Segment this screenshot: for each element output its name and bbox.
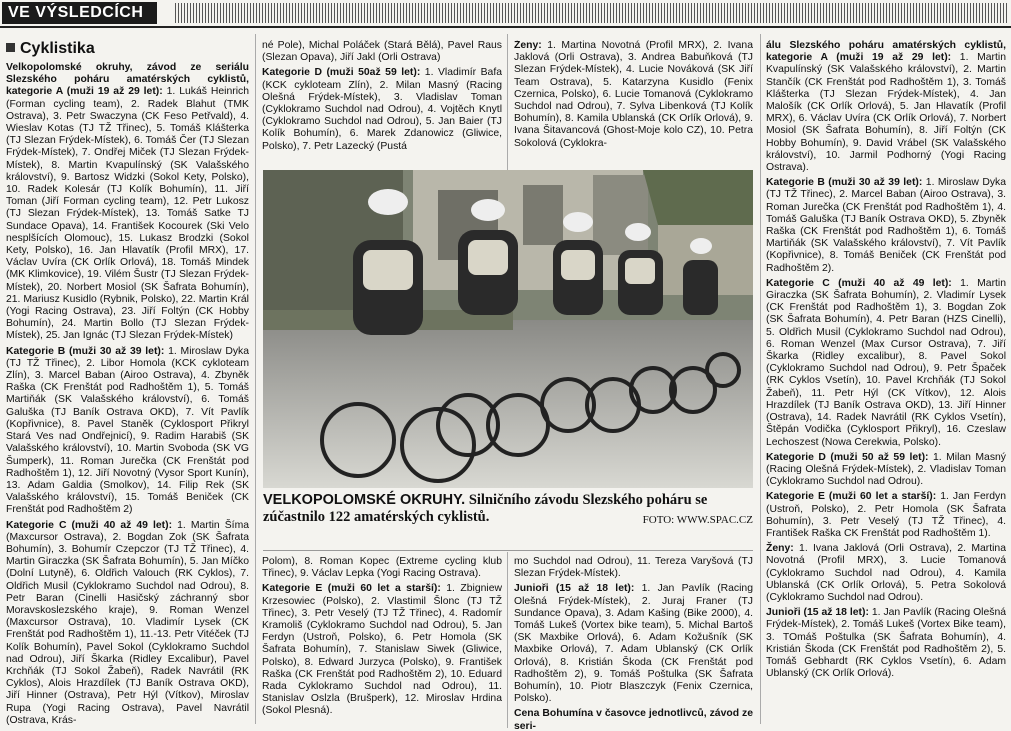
column-divider xyxy=(507,552,508,728)
caption-text: Silničního závodu Slezského poháru se zúčastnilo 122 amatérských cyklistů. xyxy=(263,492,708,525)
results-column-2-bottom xyxy=(262,556,502,730)
column-divider xyxy=(507,34,508,170)
result-paragraph: álu Slezského poháru amatérských cyklistů, kategorie A (muži 19 až 29 let): 1. Martin Kvapulínský (SK Valašského království), 2. Martin Stančík (CK Frenštát pod Radhoštěm 1), 3. Tomáš Klášterka (TJ Slezan Frýdek-Místek), 4. Jan Malošík (CK Orlík Orlová), 5. Jan Hlavatík (Profil MRX), 6. Václav Uvíra (CK Orlík Orlová), 7. Norbert Mosiol (SK Šafrata Bohumín), 8. Jiří Foltýn (CK Hobby Bohumín), 9. David Vrábel (SK Valašského království), 10. Jarmil Podhorný (Yogi Racing Ostrava). xyxy=(766,40,1006,174)
results-column-3-top xyxy=(514,40,753,168)
result-paragraph: Kategorie B (muži 30 až 39 let): 1. Miroslaw Dyka (TJ TŽ Třinec), 2. Marcel Baban (Airoo Ostrava), 3. Roman Jurečka (CK Frenštát pod Radhoštěm 1), 4. Tomáš Galuška (TJ Baník Ostrava OKD), 5. Zbyněk Raška (CK Frenštát pod Radhoštěm 1), 6. Tomáš Martiňák (SK Valašského království), 7. Vít Pavlík (Kopřivnice), 8. Tomáš Beniček (CK Frenštát pod Radhoštěm 2). xyxy=(766,177,1006,274)
caption-rule xyxy=(263,550,753,551)
results-column-2-top xyxy=(262,40,502,168)
result-paragraph: né Pole), Michal Poláček (Stará Bělá), Pavel Raus (Slezan Opava), Jiří Jakl (Orli Ostrava) xyxy=(262,40,502,64)
result-paragraph: Junioři (15 až 18 let): 1. Jan Pavlík (Racing Olešná Frýdek-Místek), 2. Juraj Franer (TJ Sundance Opava), 3. Adam Kašing (Bike 2000), 4. Tomáš Lukeš (Vortex bike team), 5. Michal Bartoš (SK Maxbike Orlová), 6. Adam Kožušník (SK Maxbike Orlová), 7. Adam Ublanský (CK Orlík Orlová), 8. Kristián Škoda (CK Frenštát pod Radhoštěm 2), 9. Tomáš Poštulka (SK Šafrata Bohumín), 10. Piotr Blaszczyk (Fenix Czernica, Polsko). xyxy=(514,583,753,705)
cyclists-photo-illustration xyxy=(263,170,753,488)
result-paragraph: Kategorie E (muži 60 let a starší): 1. Zbigniew Krzesowiec (Polsko), 2. Vlastimil Šlonc (TJ TŽ Třinec), 3. Petr Veselý (TJ TŽ Třinec), 4. Radomír Kramoliš (Cyklokramo Suchdol nad Odrou), 5. Jan Ferdyn (Ustroň, Polsko), 6. Petr Homola (SK Šafrata Bohumín), 7. Stanislaw Siwek (Gliwice, Polsko), 8. Edward Jurzyca (Polsko), 9. František Raška (CK Frenštát pod Radhoštěm 2), 10. Eduard Rada Cyklokramo Suchdol nad Odrou), 11. Stanislav Oslzla (Brušperk), 12. Miroslav Hrdina (Sokol Plesná). xyxy=(262,583,502,717)
caption-title: VELKOPOLOMSKÉ OKRUHY. xyxy=(263,492,466,508)
column-divider xyxy=(255,34,256,724)
page-header xyxy=(0,0,1011,28)
results-column-4 xyxy=(766,40,1006,730)
square-bullet-icon xyxy=(6,43,15,52)
header-tag: VE VÝSLEDCÍCH xyxy=(2,2,157,24)
section-title xyxy=(6,40,95,58)
column-divider xyxy=(760,34,761,724)
result-paragraph: Kategorie D (muži 50až 59 let): 1. Vladimír Bafa (KCK cykloteam Zlín), 2. Milan Masný (Racing Olešná Frýdek-Místek), 3. Vladislav Toman (Cyklokramo Suchdol nad Odrou), 4. Vojtěch Knytl (Cyklokramo Suchdol nad Odrou), 5. Jan Baier (TJ Kolík Bohumín), 6. Marek Zdanowicz (Gliwice, Polsko), 7. Petr Lazecký (Pustá xyxy=(262,67,502,152)
result-paragraph: mo Suchdol nad Odrou), 11. Tereza Varyšová (TJ Slezan Frýdek-Místek). xyxy=(514,556,753,580)
results-column-1 xyxy=(6,62,249,730)
result-paragraph: Kategorie D (muži 50 až 59 let): 1. Milan Masný (Racing Olešná Frýdek-Místek), 2. Vladislav Toman (Cyklokramo Suchdol nad Odrou). xyxy=(766,451,1006,488)
result-paragraph: Kategorie C (muži 40 až 49 let): 1. Martin Giraczka (SK Šafrata Bohumín), 2. Vladimír Lysek (CK Frenštát pod Radhoštěm 1), 3. Bogdan Zok (SK Šafrata Bohumín), 4. Petr Baran (HZS Cinelli), 5. Oldřich Musil (Cyklokramo Suchdol nad Odrou), 6. Roman Wenzel (Max Cursor Ostrava), 7. Jiří Škarka (Ridley excalibur), 8. Pavel Sokol (Cyklokramo Suchdol nad Odrou), 9. Petr Špaček (RK Cyklos Vsetín), 10. Pavel Krchňák (TJ Sokol Žabeň), 11. Petr Hýl (CK Vítkov), 12. Alois Hrazdílek (TJ Baník Ostrava OKD), 13. Jiří Hinner (Ostrava), 14. Radek Navrátil (RK Cyklos Vsetín), Štěpán Vodička (Cyklosport Přikryl), 16. Czeslaw Lechoszest (Nowa Cerekwia, Polsko). xyxy=(766,277,1006,448)
result-paragraph: Kategorie B (muži 30 až 39 let): 1. Miroslaw Dyka (TJ TŽ Třinec), 2. Libor Homola (KCK cykloteam Zlín), 3. Marcel Baban (Airoo Ostrava), 4. Zbyněk Raška (CK Frenštát pod Radhoštěm 1), 5. Tomáš Martiňák (SK Valašského království), 6. Tomáš Galuška (TJ Baník Ostrava OKD), 7. Vít Pavlík (Kopřivnice), 8. Pavel Staněk (Cyklosport Přikryl Stará Ves nad Ondřejnicí), 9. Radim Harabiš (SK Valašského království), 10. Martin Svoboda (SK VG Šumperk), 11. Roman Jurečka (CK Frenštát pod Radhoštěm 1), 12. Jiří Novotný (Vysor Sport Kunín), 13. Adam Galdia (Smolkov), 14. Filip Rek (SK Valašského království), 15. Tomáš Beniček (CK Frenštát pod Radhoštěm 2) xyxy=(6,345,249,516)
result-paragraph: Kategorie E (muži 60 let a starší): 1. Jan Ferdyn (Ustroň, Polsko), 2. Petr Homola (SK Šafrata Bohumín), 3. Petr Veselý (TJ TŽ Třinec), 4. František Raška CK Frenštát pod Radhoštěm 1). xyxy=(766,491,1006,539)
result-paragraph: Junioři (15 až 18 let): 1. Jan Pavlík (Racing Olešná Frýdek-Místek), 2. Tomáš Lukeš (Vortex Bike team), 3. TOmáš Poštulka (SK Šafrata Bohumín), 4. Kristián Škoda (CK Frenštát pod Radhoštěm 2), 5. Tomáš Gebhardt (RK Cyklos Vsetín), 6. Adam Ublanský (CK Orlík Orlová). xyxy=(766,607,1006,680)
section-title-text: Cyklistika xyxy=(20,40,95,57)
result-paragraph: Ženy: 1. Ivana Jaklová (Orli Ostrava), 2. Martina Novotná (Profil MRX), 3. Lucie Tomanová (Cyklokramo Suchdol nad Odrou), 4. Kamila Ublanská (CK Orlík Orlová), 5. Petra Sokolová (Cyklokramo Suchdol nad Odrou). xyxy=(766,543,1006,603)
photo-credit: FOTO: WWW.SPAC.CZ xyxy=(642,514,753,526)
results-column-3-bottom xyxy=(514,556,753,730)
result-paragraph: Polom), 8. Roman Kopec (Extreme cycling klub Třinec), 9. Václav Lepka (Yogi Racing Ostrava). xyxy=(262,556,502,580)
result-paragraph: Cena Bohumína v časovce jednotlivců, závod ze seri- xyxy=(514,708,753,730)
result-paragraph: Velkopolomské okruhy, závod ze seriálu Slezského poháru amatérských cyklistů, kategorie A (muži 19 až 29 let): 1. Lukáš Heinrich (Forman cycling team), 2. Radek Blahut (TMK Ostrava), 3. Petr Swaczyna (CK Feso Petřvald), 4. Wieslav Kotas (TJ TŽ Třinec), 5. Tomáš Klášterka (TJ Slezan Frýdek-Místek), 6. Tomáš Čer (TJ Slezan Frýdek-Místek), 7. Ondřej Miček (TJ Slezan Frýdek-Místek), 8. Martin Kvapulínský (SK Valašského království), 9. Bartosz Widzki (Sokol Kety, Polsko), 10. Radek Kolesár (TJ Kolík Bohumín), 11. Jiří Toman (Jiří Forman cycling team), 12. Petr Lukosz (TJ Slezan Frýdek-Místek), 13. Tomáš Satke TJ Sundace Opava), 14. František Kocourek (Ski Velo nesplšících Olomouc), 15. Lukasz Brodzki (Sokol Kety, Polsko), 16. Jan Hlavatík (Profil MRX), 17. Václav Uvíra (CK Orlík Orlová), 18. Tomáš Mindek (MK Klimkovice), 19. Vilém Šustr (TJ Slezan Frýdek-Místek), 20. Norbert Mosiol (SK Šafrata Bohumín), 21. Mariusz Kusidlo (Rybnik, Polsko), 22. Martin Král (Yogi Racing Ostrava), 23. Jiří Foltýn (CK Hobby Bohumín), 24. Martin Bollo (TJ Slezan Frýdek-Místek), 25. Jan Ignác (TJ Slezan Frýdek-Místek) xyxy=(6,62,249,342)
photo-caption xyxy=(263,492,753,548)
result-paragraph: Ženy: 1. Martina Novotná (Profil MRX), 2. Ivana Jaklová (Orli Ostrava), 3. Andrea Babuňková (TJ Slezan Frýdek-Místek), 4. Lucie Nováková (SK Jiří Team Ostrava), 5. Katarzyna Kusidlo (Fenix Czernica, Polsko), 6. Lucie Tomanová (Cyklokramo Suchdol nad Odrou), 7. Sylva Libenková (TJ Kolík Bohumín), 8. Kamila Ublanská (CK Orlík Orlová), 9. Ivana Šitavancová (Ghost-Moje kolo CZ), 10. Petra Sokolová (Cyklokra- xyxy=(514,40,753,149)
header-stripe xyxy=(175,3,1007,23)
result-paragraph: Kategorie C (muži 40 až 49 let): 1. Martin Šíma (Maxcursor Ostrava), 2. Bogdan Zok (SK Šafrata Bohumín), 3. Bohumír Czepczor (TJ TŽ Třinec), 4. Martin Giraczka (SK Šafrata Bohumín), 5. Jan Míčko (Dolní Lutyně), 6. Oldřich Valouch (RK Cyklos), 7. Oldřich Musil (Cyklokramo Suchdol nad Odrou), 8. Petr Baran (Cinelli Hasičský záchranný sbor Moravskoslezského kraje), 9. Roman Wenzel (Maxcursor Ostrava), 10. Vladimír Lysek (CK Frenštát pod Radhoštěm 1), 11.-13. Petr Vitéček (TJ Kolík Bohumín), Pavel Sokol (Cyklokramo Suchdol nad Odrou), Jiří Škarka (Ridley Excalibur), Pavel Krchňák (TJ Sokol Žabeň), Radek Navrátil (RK Cyklos), Alois Hrazdílek (TJ Baník Ostrava OKD), Jiří Hinner (Ostrava), Petr Hýl (Vítkov), Miroslav Rupa (Yogi Racing Ostrava), Pavel Navrátil (Ostrava, Krás- xyxy=(6,519,249,726)
cyclists-photo xyxy=(263,170,753,488)
